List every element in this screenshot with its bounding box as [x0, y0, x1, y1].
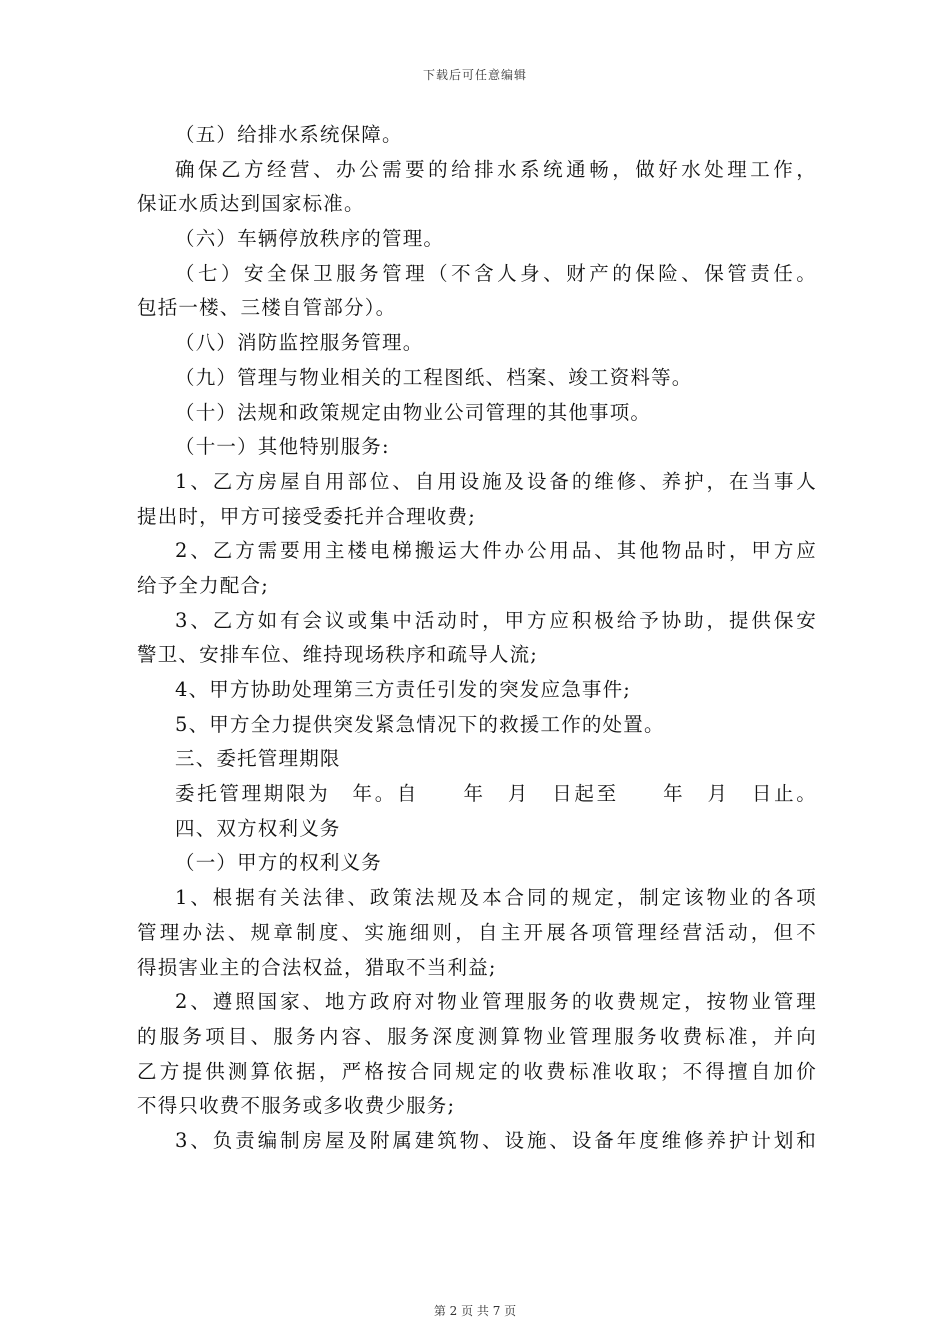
text-line: 4、甲方协助处理第三方责任引发的突发应急事件; [175, 678, 632, 701]
text-line: 2、乙方需要用主楼电梯搬运大件办公用品、其他物品时，甲方应 [175, 539, 817, 563]
text-line: （八）消防监控服务管理。 [175, 331, 424, 355]
text-line: 确保乙方经营、办公需要的给排水系统通畅，做好水处理工作， [175, 157, 817, 181]
text-line: （七）安全保卫服务管理（不含人身、财产的保险、保管责任。 [175, 261, 817, 285]
text-line: 警卫、安排车位、维持现场秩序和疏导人流; [137, 643, 539, 667]
page-footer: 第 2 页 共 7 页 [433, 1304, 517, 1318]
text-line: （十一）其他特别服务: [175, 435, 390, 459]
text-line: 三、委托管理期限 [175, 747, 341, 771]
page-header: 下载后可任意编辑 [422, 68, 527, 82]
text-line: （一）甲方的权利义务 [175, 851, 383, 875]
text-line: 3、负责编制房屋及附属建筑物、设施、设备年度维修养护计划和 [175, 1128, 817, 1152]
text-line: （九）管理与物业相关的工程图纸、档案、竣工资料等。 [175, 365, 693, 389]
text-line: 的服务项目、服务内容、服务深度测算物业管理服务收费标准，并向 [137, 1024, 817, 1048]
text-line: 得损害业主的合法权益，猎取不当利益; [137, 955, 497, 979]
text-line: 管理办法、规章制度、实施细则，自主开展各项管理经营活动，但不 [137, 920, 817, 944]
document-body [137, 118, 817, 1159]
text-line: 3、乙方如有会议或集中活动时，甲方应积极给予协助，提供保安 [175, 608, 817, 632]
text-line: 给予全力配合; [137, 573, 269, 597]
text-line: （十）法规和政策规定由物业公司管理的其他事项。 [175, 400, 652, 424]
text-line: 1、根据有关法律、政策法规及本合同的规定，制定该物业的各项 [175, 886, 817, 910]
text-line: 乙方提供测算依据，严格按合同规定的收费标准收取；不得擅自加价 [137, 1059, 817, 1083]
text-line: 1、乙方房屋自用部位、自用设施及设备的维修、养护，在当事人 [175, 469, 817, 493]
text-line: （六）车辆停放秩序的管理。 [175, 227, 445, 251]
text-line: 2、遵照国家、地方政府对物业管理服务的收费规定，按物业管理 [175, 990, 817, 1014]
text-line: 包括一楼、三楼自管部分）。 [137, 296, 397, 320]
text-line: 四、双方权利义务 [175, 816, 341, 840]
text-line: 不得只收费不服务或多收费少服务; [137, 1094, 456, 1118]
text-line: 保证水质达到国家标准。 [137, 192, 365, 216]
text-line: 提出时，甲方可接受委托并合理收费; [137, 504, 476, 528]
text-line: 委托管理期限为 年。自 年 月 日起至 年 月 日止。 [175, 782, 817, 806]
text-line: 5、甲方全力提供突发紧急情况下的救援工作的处置。 [175, 712, 665, 736]
text-line: （五）给排水系统保障。 [175, 123, 403, 146]
